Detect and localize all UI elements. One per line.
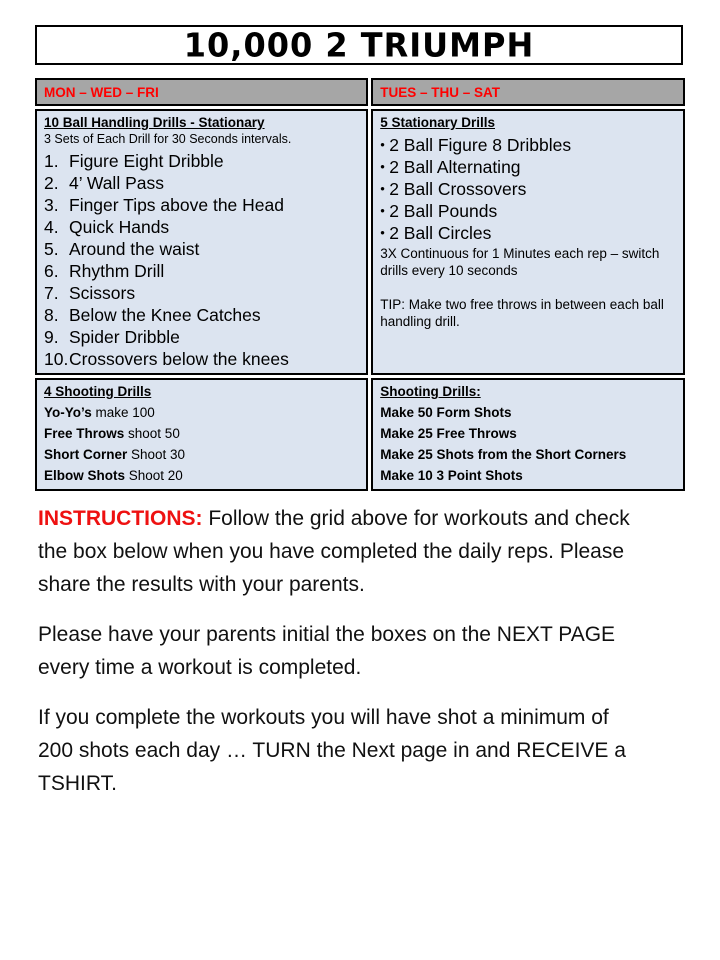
- instructions-line: If you complete the workouts you will have shot a minimum of: [38, 706, 609, 729]
- shooting-drill-list-left: [44, 402, 359, 486]
- instructions-line: [38, 502, 682, 535]
- list-item: Make 25 Free Throws: [380, 426, 517, 441]
- list-item: • 2 Ball Alternating: [380, 157, 521, 177]
- instructions-line: 200 shots each day … TURN the Next page in and RECEIVE a: [38, 739, 626, 762]
- ball-handling-row: [35, 109, 685, 375]
- instructions-line: share the results with your parents.: [38, 573, 365, 596]
- list-item: • 2 Ball Pounds: [380, 201, 498, 221]
- instructions-line: TSHIRT.: [38, 772, 117, 795]
- instructions-line: Please have your parents initial the boxes on the NEXT PAGE: [38, 623, 616, 646]
- page-title: 10,000 2 TRIUMPH: [183, 25, 535, 65]
- list-item: 1. Figure Eight Dribble: [44, 151, 224, 171]
- instructions-label: INSTRUCTIONS:: [38, 507, 203, 530]
- list-item: • 2 Ball Crossovers: [380, 179, 527, 199]
- list-item: 10.Crossovers below the knees: [44, 349, 289, 369]
- list-item: Make 25 Shots from the Short Corners: [380, 447, 627, 462]
- instructions-line: every time a workout is completed.: [38, 656, 362, 679]
- list-item: 3. Finger Tips above the Head: [44, 195, 284, 215]
- list-item: 8. Below the Knee Catches: [44, 305, 261, 325]
- cell-shooting-drills-left: [35, 378, 368, 491]
- list-item: Make 10 3 Point Shots: [380, 468, 523, 483]
- list-item: 5. Around the waist: [44, 239, 200, 259]
- cell-heading: 5 Stationary Drills: [380, 115, 495, 130]
- title-banner: [35, 25, 683, 65]
- cell-heading: 4 Shooting Drills: [44, 384, 152, 399]
- list-item: 6. Rhythm Drill: [44, 261, 165, 281]
- list-item: 4. Quick Hands: [44, 217, 170, 237]
- list-item: Free Throws shoot 50: [44, 426, 180, 441]
- instructions-paragraph-3: [38, 701, 682, 800]
- tip-note: TIP: Make two free throws in between each ball handling drill.: [380, 297, 664, 329]
- header-tues-thu-sat: TUES – THU – SAT: [371, 78, 685, 106]
- table-header-row: [35, 78, 685, 106]
- cell-subheading: 3 Sets of Each Drill for 30 Seconds intervals.: [44, 132, 292, 146]
- workout-grid-table: [32, 75, 688, 494]
- continuous-note: 3X Continuous for 1 Minutes each rep – switch drills every 10 seconds: [380, 246, 660, 278]
- ball-handling-drill-list: [44, 150, 359, 370]
- stationary-drill-list: [380, 134, 676, 244]
- shooting-drill-list-right: [380, 402, 676, 486]
- shooting-row: [35, 378, 685, 491]
- list-item: • 2 Ball Figure 8 Dribbles: [380, 135, 572, 155]
- list-item: Elbow Shots Shoot 20: [44, 468, 183, 483]
- header-mon-wed-fri: MON – WED – FRI: [35, 78, 368, 106]
- instructions-paragraph-1: [38, 502, 682, 601]
- instructions-paragraph-2: [38, 618, 682, 684]
- instructions-block: [38, 502, 682, 817]
- list-item: Short Corner Shoot 30: [44, 447, 186, 462]
- cell-ball-handling-drills: [35, 109, 368, 375]
- cell-heading: 10 Ball Handling Drills - Stationary: [44, 115, 265, 130]
- cell-shooting-drills-right: [371, 378, 685, 491]
- list-item: 7. Scissors: [44, 283, 136, 303]
- list-item: Yo-Yo’s make 100: [44, 405, 155, 420]
- list-item: • 2 Ball Circles: [380, 223, 492, 243]
- list-item: Make 50 Form Shots: [380, 405, 512, 420]
- cell-stationary-drills: [371, 109, 685, 375]
- list-item: 2. 4’ Wall Pass: [44, 173, 164, 193]
- instructions-line: the box below when you have completed the daily reps. Please: [38, 540, 625, 563]
- instructions-text: Follow the grid above for workouts and check: [202, 507, 630, 530]
- cell-heading: Shooting Drills:: [380, 384, 481, 399]
- list-item: 9. Spider Dribble: [44, 327, 180, 347]
